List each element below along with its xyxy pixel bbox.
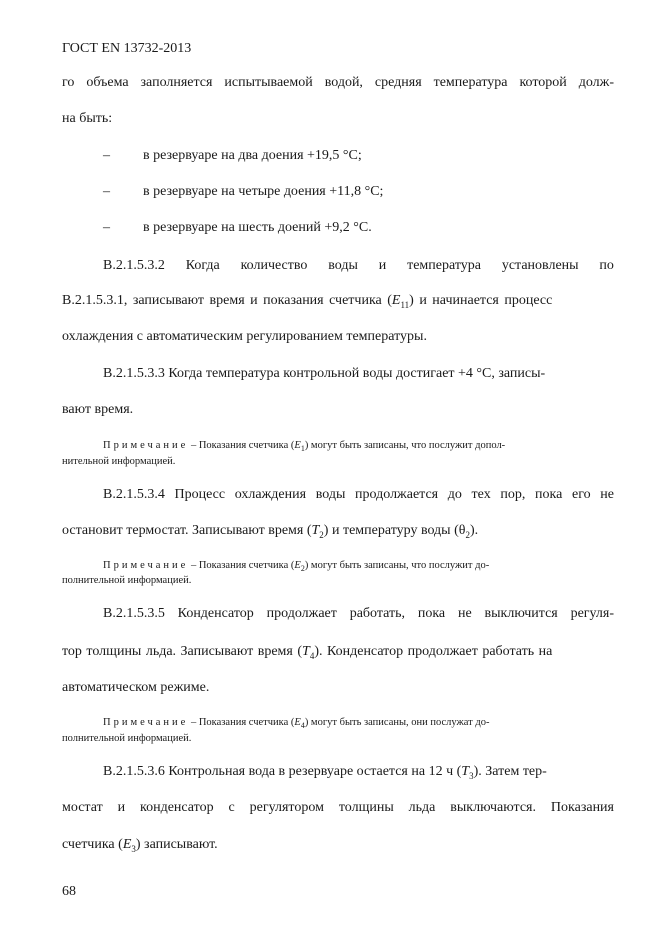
paragraph-line: го объема заполняется испытываемой водой, средняя температура которой долж- [62,75,614,90]
clause-line: В.2.1.5.3.1, записывают время и показания счетчика $(E_{11})$ и начинается процесс [62,293,553,310]
word: Когда [185,258,220,273]
clause-line: В.2.1.5.3.5 Конденсатор продолжает работать, пока не выключится регуля- [103,606,614,621]
note-line: нительной информацией. [62,456,176,467]
note-line: полнительной информацией. [62,733,192,744]
clause-line: В.2.1.5.3.6 Контрольная вода в резервуаре остается на 12 ч $(T_3)$. Затем тер- [103,764,547,781]
clause-line: автоматическом режиме. [62,680,210,695]
clause-line: мостат и конденсатор с регулятором толщины льда выключаются. Показания [62,800,614,815]
note-line: Примечание – Показания счетчика $(E_2)$ могут быть записаны, что послужит до- [103,560,490,574]
word: температура [407,258,481,273]
paragraph-line: на быть: [62,111,113,126]
clause-line: тор толщины льда. Записывают время $(T_4)$. Конденсатор продолжает работать на [62,644,553,661]
clause-line: остановит термостат. Записывают время $(T_2)$ и температуру воды $(\theta_2)$. [62,523,479,540]
bullet-item: в резервуаре на два доения +19,5 °С; [143,148,362,163]
word: воды [328,258,358,273]
clause-line: охлаждения с автоматическим регулированием температуры. [62,329,427,344]
word: и [378,258,387,273]
clause-line: вают время. [62,402,134,417]
page-number: 68 [62,884,76,899]
bullet-item: в резервуаре на шесть доений +9,2 °С. [143,220,372,235]
bullet-item: в резервуаре на четыре доения +11,8 °С; [143,184,384,199]
clause-number: В.2.1.5.3.2 [103,258,165,273]
note-line: Примечание – Показания счетчика $(E_1)$ могут быть записаны, что послужит допол- [103,440,506,454]
clause-line: В.2.1.5.3.4 Процесс охлаждения воды продолжается до тех пор, пока его не [103,487,614,502]
note-line: полнительной информацией. [62,575,192,586]
word: по [599,258,614,273]
word: количество [240,258,308,273]
clause-line: В.2.1.5.3.3 Когда температура контрольной воды достигает +4 °С, записы- [103,366,546,381]
bullet-dash: – [103,184,110,199]
bullet-dash: – [103,148,110,163]
note-line: Примечание – Показания счетчика $(E_4)$ могут быть записаны, они послужат до- [103,717,490,731]
document-header: ГОСТ EN 13732-2013 [62,41,192,56]
bullet-dash: – [103,220,110,235]
clause-line: счетчика $(E_3)$ записывают. [62,837,218,854]
word: установлены [501,258,579,273]
clause-line [103,257,614,274]
